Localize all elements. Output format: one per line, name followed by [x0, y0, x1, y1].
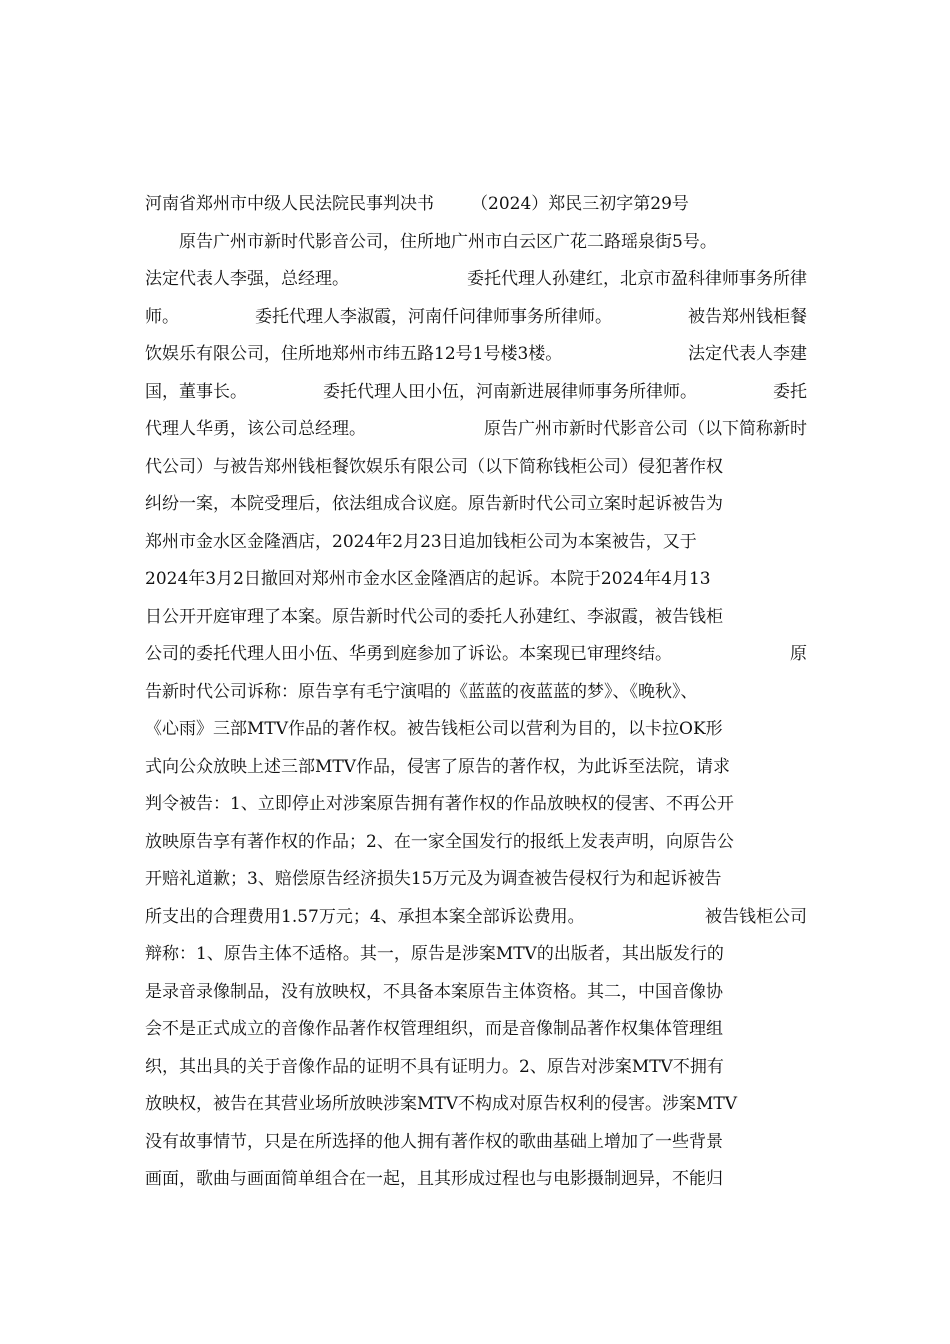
- text-segment: 纠纷一案，本院受理后，依法组成合议庭。原告新时代公司立案时起诉被告为: [145, 494, 723, 514]
- text-segment: 开赔礼道歉；3、赔偿原告经济损失15万元及为调查被告侵权行为和起诉被告: [145, 869, 722, 889]
- paragraph-line: [145, 864, 807, 895]
- text-segment: 代理人华勇，该公司总经理。: [145, 419, 366, 439]
- case-number: （2024）郑民三初字第29号: [471, 194, 689, 214]
- paragraph-line: [145, 602, 807, 633]
- text-segment: 委托代理人孙建红，北京市盈科律师事务所律: [467, 269, 807, 289]
- text-segment: 画面，歌曲与画面简单组合在一起，且其形成过程也与电影摄制迥异，不能归: [145, 1169, 723, 1189]
- paragraph-line: [145, 827, 807, 858]
- paragraph-line: [145, 489, 807, 520]
- text-segment: 式向公众放映上述三部MTV作品，侵害了原告的著作权，为此诉至法院，请求: [145, 756, 731, 777]
- text-segment: 郑州市金水区金隆酒店，2024年2月23日追加钱柜公司为本案被告，又于: [145, 531, 697, 552]
- text-segment: 日公开开庭审理了本案。原告新时代公司的委托人孙建红、李淑霞，被告钱柜: [145, 606, 723, 627]
- text-segment: 委托代理人李淑霞，河南仟问律师事务所律师。: [255, 306, 612, 327]
- text-segment: 公司的委托代理人田小伍、华勇到庭参加了诉讼。本案现已审理终结。: [145, 644, 672, 664]
- court-title: 河南省郑州市中级人民法院民事判决书: [145, 194, 434, 214]
- text-segment: 会不是正式成立的音像作品著作权管理组织，而是音像制品著作权集体管理组: [145, 1019, 723, 1039]
- paragraph-line: [145, 302, 807, 333]
- paragraph-line: [145, 339, 807, 370]
- paragraph-line: [145, 377, 807, 408]
- text-segment: 放映原告享有著作权的作品；2、在一家全国发行的报纸上发表声明，向原告公: [145, 831, 734, 852]
- paragraph-line: [145, 789, 807, 820]
- text-segment: 法定代表人李强，总经理。: [145, 269, 349, 289]
- paragraph-line: [145, 564, 807, 595]
- text-segment: 没有故事情节，只是在所选择的他人拥有著作权的歌曲基础上增加了一些背景: [145, 1131, 723, 1152]
- paragraph-line: [145, 902, 807, 933]
- text-segment: 放映权，被告在其营业场所放映涉案MTV不构成对原告权利的侵害。涉案MTV: [145, 1094, 738, 1114]
- paragraph-line: [145, 1127, 807, 1158]
- text-segment: 《心雨》三部MTV作品的著作权。被告钱柜公司以营利为目的，以卡拉OK形: [145, 719, 723, 739]
- paragraph-line: [145, 714, 807, 745]
- paragraph-line: [145, 677, 807, 708]
- text-segment: 2024年3月2日撤回对郑州市金水区金隆酒店的起诉。本院于2024年4月13: [145, 569, 711, 589]
- text-segment: 法定代表人李建: [688, 344, 807, 364]
- document-header-line: [145, 189, 807, 220]
- text-segment: 原告广州市新时代影音公司（以下简称新时: [484, 419, 807, 439]
- paragraph-line: [145, 1052, 807, 1083]
- judgment-body: [145, 189, 807, 1195]
- text-segment: 所支出的合理费用1.57万元；4、承担本案全部诉讼费用。: [145, 906, 585, 927]
- text-segment: 饮娱乐有限公司，住所地郑州市纬五路12号1号楼3楼。: [145, 344, 563, 364]
- text-segment: 原: [790, 644, 807, 664]
- paragraph-line: [145, 1089, 807, 1120]
- paragraph-line: [145, 1164, 807, 1195]
- paragraph-line: [145, 939, 807, 970]
- text-segment: 原告广州市新时代影音公司，住所地广州市白云区广花二路瑶泉街5号。: [179, 231, 717, 252]
- text-segment: 代公司）与被告郑州钱柜餐饮娱乐有限公司（以下简称钱柜公司）侵犯著作权: [145, 456, 723, 477]
- text-segment: 告新时代公司诉称：原告享有毛宁演唱的《蓝蓝的夜蓝蓝的梦》、《晚秋》、: [145, 681, 698, 702]
- text-segment: 判令被告：1、立即停止对涉案原告拥有著作权的作品放映权的侵害、不再公开: [145, 794, 734, 814]
- paragraph-line: [145, 639, 807, 670]
- paragraph-line: [145, 752, 807, 783]
- paragraph-line: [145, 414, 807, 445]
- text-segment: 被告郑州钱柜餐: [688, 306, 807, 327]
- text-segment: 委托代理人田小伍，河南新进展律师事务所律师。: [323, 381, 697, 402]
- paragraph-line: [145, 977, 807, 1008]
- paragraph-line: [145, 1014, 807, 1045]
- paragraph-line: [145, 227, 807, 258]
- text-segment: 国，董事长。: [145, 381, 247, 402]
- text-segment: 是录音录像制品，没有放映权，不具备本案原告主体资格。其二，中国音像协: [145, 981, 723, 1002]
- text-segment: 被告钱柜公司: [705, 906, 807, 927]
- text-segment: 辩称：1、原告主体不适格。其一，原告是涉案MTV的出版者，其出版发行的: [145, 944, 724, 964]
- text-segment: 织，其出具的关于音像作品的证明不具有证明力。2、原告对涉案MTV不拥有: [145, 1056, 724, 1077]
- paragraph-line: [145, 527, 807, 558]
- text-segment: 师。: [145, 306, 179, 327]
- text-segment: 委托: [773, 381, 807, 402]
- paragraph-line: [145, 452, 807, 483]
- paragraph-line: [145, 264, 807, 295]
